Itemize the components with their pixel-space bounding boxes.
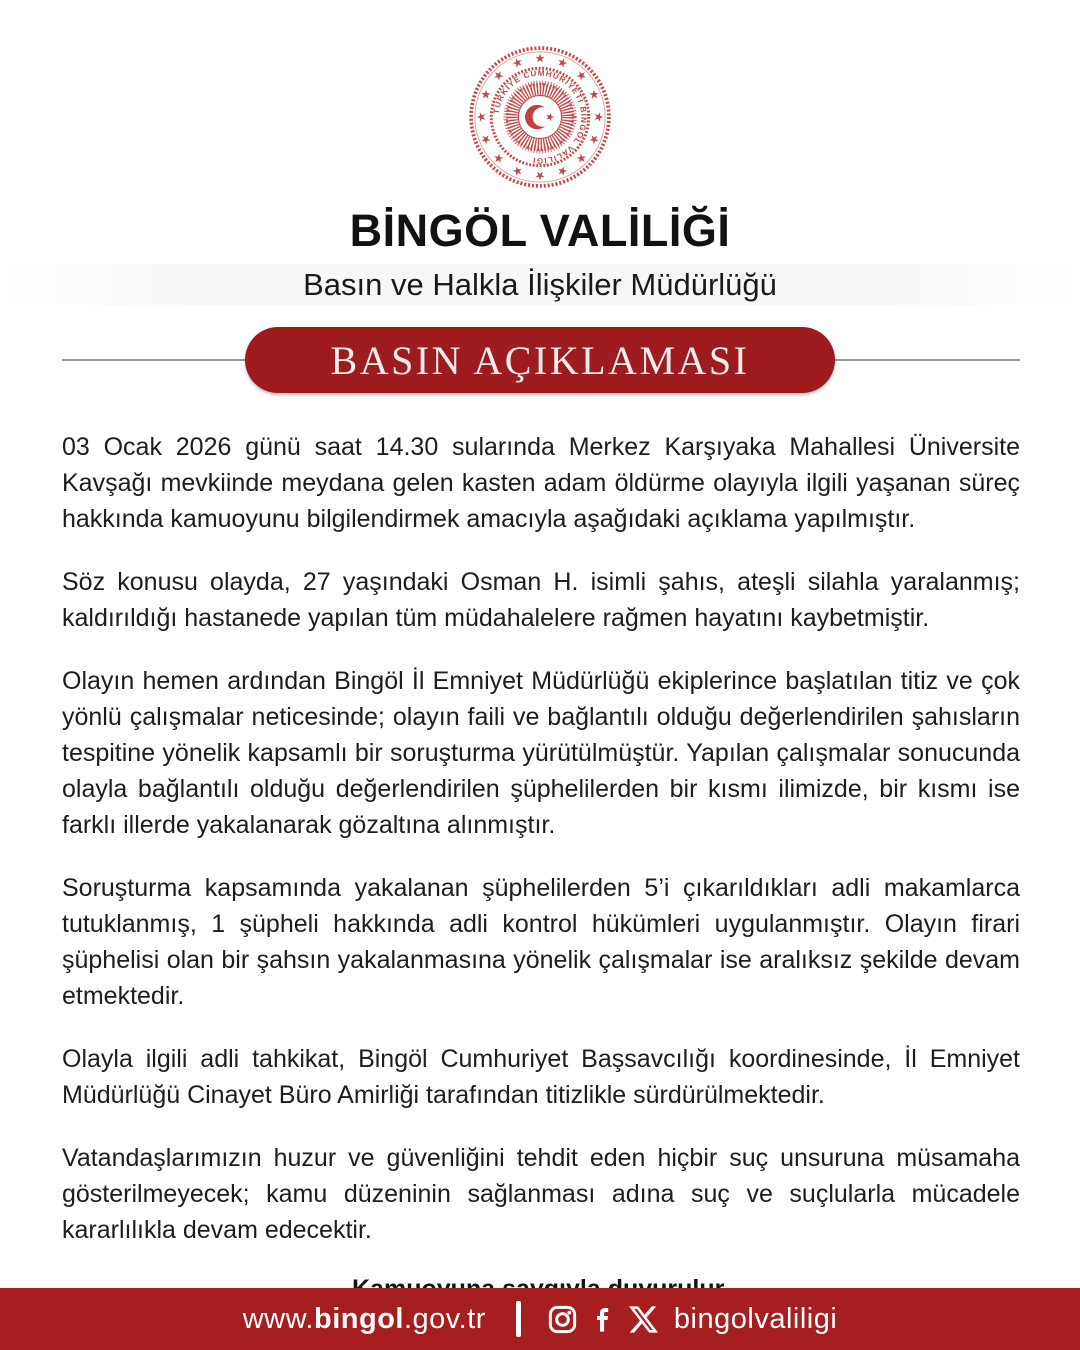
footer-bar	[0, 1288, 1080, 1350]
social-icons	[547, 1304, 658, 1335]
government-seal	[0, 0, 1080, 192]
body-paragraph: Vatandaşlarımızın huzur ve güvenliğini tehdit eden hiçbir suç unsuruna müsamaha gösterilmeyecek; kamu düzeninin sağlanması adına suç ve suçlularla mücadele kararlılıkla devam edecektir.	[62, 1144, 1020, 1245]
page-subtitle: Basın ve Halkla İlişkiler Müdürlüğü	[303, 266, 777, 302]
press-statement-label: BASIN AÇIKLAMASI	[330, 337, 750, 383]
press-statement-banner-row	[0, 327, 1080, 393]
body-paragraph: Olayın hemen ardından Bingöl İl Emniyet Müdürlüğü ekiplerince başlatılan titiz ve çok yönlü çalışmalar neticesinde; olayın faili ve bağlantılı olduğu değerlendirilen şahısların tespitine yönelik kapsamlı bir soruşturma yürütülmüştür. Yapılan çalışmalar sonucunda olayla bağlantılı olduğu değerlendirilen şüphelilerden bir kısmı ilimizde, bir kısmı ise farklı illerde yakalanarak gözaltına alınmıştır.	[62, 667, 1020, 840]
body-paragraph: Olayla ilgili adli tahkikat, Bingöl Cumhuriyet Başsavcılığı koordinesinde, İl Emniyet Müdürlüğü Cinayet Büro Amirliği tarafından titizlikle sürdürülmektedir.	[62, 1045, 1020, 1110]
website-suffix: .gov.tr	[403, 1302, 486, 1335]
body-paragraph: 03 Ocak 2026 günü saat 14.30 sularında Merkez Karşıyaka Mahallesi Üniversite Kavşağı mevkiinde meydana gelen kasten adam öldürme olayıyla ilgili yaşanan süreç hakkında kamuoyunu bilgilendirmek amacıyla aşağıdaki açıklama yapılmıştır.	[62, 433, 1020, 534]
page-title: BİNGÖL VALİLİĞİ	[349, 205, 731, 256]
website-bold: bingol	[314, 1302, 404, 1335]
facebook-icon	[589, 1305, 618, 1334]
footer-divider	[516, 1301, 521, 1337]
website-prefix: www.	[242, 1302, 314, 1335]
body-paragraph: Soruşturma kapsamında yakalanan şüphelilerden 5’i çıkarıldıkları adli makamlarca tutuklanmış, 1 şüpheli hakkında adli kontrol hükümleri uygulanmıştır. Olayın firari şüphelisi olan bir şahsın yakalanmasına yönelik çalışmalar ise aralıksız şekilde devam etmektedir.	[62, 874, 1020, 1011]
social-handle: bingolvaliligi	[673, 1302, 838, 1335]
website-url	[243, 1303, 486, 1336]
x-icon	[629, 1305, 658, 1334]
body-paragraph: Söz konusu olayda, 27 yaşındaki Osman H. isimli şahıs, ateşli silahla yaralanmış; kaldırıldığı hastanede yapılan tüm müdahalelere rağmen hayatını kaybetmiştir.	[62, 568, 1020, 633]
subtitle-band	[0, 264, 1080, 306]
crescent-star-seal-icon	[465, 42, 615, 192]
press-statement-banner	[245, 327, 835, 393]
instagram-icon	[547, 1304, 578, 1335]
seal-ring-text: TÜRKİYE CUMHURİYETİ BİNGÖL VALİLİĞİ	[491, 68, 589, 166]
press-release-body	[62, 429, 1020, 1304]
